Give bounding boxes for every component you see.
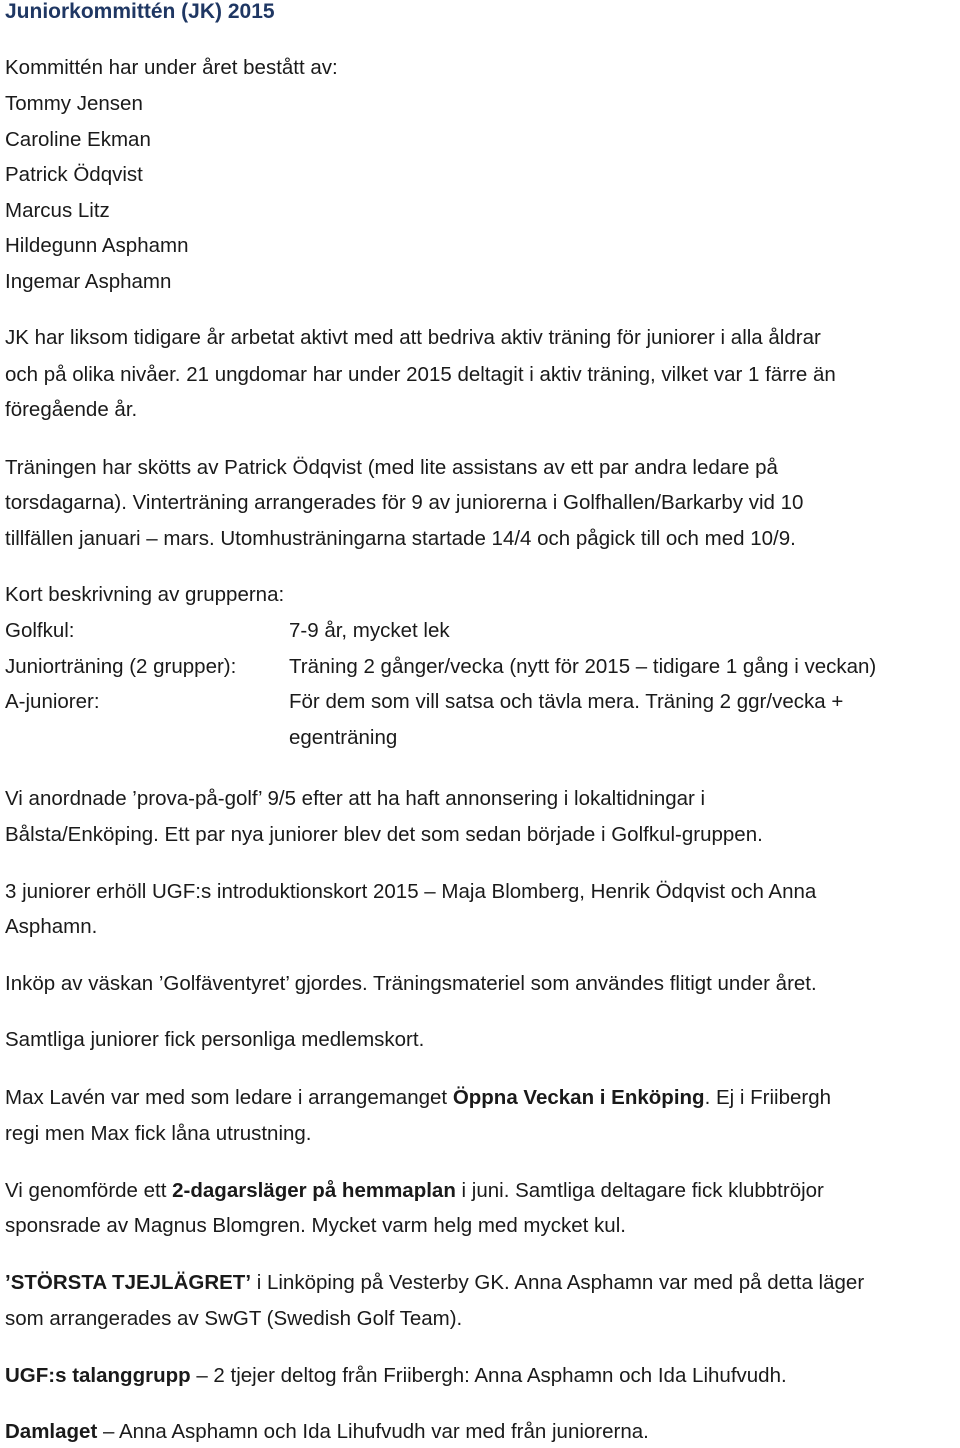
text-run: Max Lavén var med som ledare i arrangemanget xyxy=(5,1086,453,1109)
bold-run: Öppna Veckan i Enköping xyxy=(452,1086,705,1109)
paragraph-line: Samtliga juniorer fick personliga medlemskort. xyxy=(5,1028,425,1051)
groups-intro: Kort beskrivning av grupperna: xyxy=(5,583,285,606)
paragraph-line xyxy=(5,1269,864,1297)
committee-member: Caroline Ekman xyxy=(5,128,151,151)
committee-intro: Kommittén har under året bestått av: xyxy=(5,56,338,79)
paragraph-line: och på olika nivåer. 21 ungdomar har under 2015 deltagit i aktiv träning, vilket var 1 färre än xyxy=(5,363,836,386)
paragraph-line: Inköp av väskan ’Golfäventyret’ gjordes. Träningsmateriel som användes flitigt under året. xyxy=(5,972,817,995)
bold-run: UGF:s talanggrupp xyxy=(5,1364,191,1387)
text-run: Vi genomförde ett xyxy=(5,1179,173,1202)
text-run: – 2 tjejer deltog från Friibergh: Anna Asphamn och Ida Lihufvudh. xyxy=(190,1364,787,1387)
paragraph-line: som arrangerades av SwGT (Swedish Golf Team). xyxy=(5,1307,463,1330)
committee-member: Marcus Litz xyxy=(5,199,110,222)
paragraph-line: tillfällen januari – mars. Utomhusträningarna startade 14/4 och pågick till och med 10/9. xyxy=(5,527,796,550)
bold-run: ’STÖRSTA TJEJLÄGRET’ xyxy=(5,1271,252,1294)
paragraph-line xyxy=(5,1177,824,1205)
group-label-a-junior: A-juniorer: xyxy=(5,690,100,713)
group-label-junior: Juniorträning (2 grupper): xyxy=(5,655,237,678)
paragraph-line: Vi anordnade ’prova-på-golf’ 9/5 efter att ha haft annonsering i lokaltidningar i xyxy=(5,787,706,810)
group-desc-golfkul: 7-9 år, mycket lek xyxy=(289,619,450,642)
group-label-golfkul: Golfkul: xyxy=(5,619,75,642)
text-run: – Anna Asphamn och Ida Lihufvudh var med från juniorerna. xyxy=(97,1420,649,1443)
committee-member: Ingemar Asphamn xyxy=(5,270,172,293)
committee-member: Patrick Ödqvist xyxy=(5,163,143,186)
committee-member: Hildegunn Asphamn xyxy=(5,234,189,257)
text-run: i juni. Samtliga deltagare fick klubbtröjor xyxy=(455,1179,824,1202)
paragraph-line xyxy=(5,1362,787,1390)
paragraph-line xyxy=(5,1084,831,1112)
group-desc-a-junior: För dem som vill satsa och tävla mera. Träning 2 ggr/vecka + xyxy=(289,690,844,713)
paragraph-line xyxy=(5,1418,649,1446)
paragraph-line: Träningen har skötts av Patrick Ödqvist (med lite assistans av ett par andra ledare på xyxy=(5,456,778,479)
text-run: . Ej i Friibergh xyxy=(704,1086,832,1109)
committee-member: Tommy Jensen xyxy=(5,92,143,115)
paragraph-line: sponsrade av Magnus Blomgren. Mycket varm helg med mycket kul. xyxy=(5,1214,626,1237)
paragraph-line: föregående år. xyxy=(5,398,138,421)
group-desc-a-junior-cont: egenträning xyxy=(289,726,398,749)
bold-run: 2-dagarsläger på hemmaplan xyxy=(172,1179,456,1202)
paragraph-line: torsdagarna). Vinterträning arrangerades för 9 av juniorerna i Golfhallen/Barkarby vid 10 xyxy=(5,491,804,514)
group-desc-junior: Träning 2 gånger/vecka (nytt för 2015 – tidigare 1 gång i veckan) xyxy=(289,655,877,678)
paragraph-line: regi men Max fick låna utrustning. xyxy=(5,1122,312,1145)
paragraph-line: Bålsta/Enköping. Ett par nya juniorer blev det som sedan började i Golfkul-gruppen. xyxy=(5,823,763,846)
paragraph-line: Asphamn. xyxy=(5,915,98,938)
paragraph-line: JK har liksom tidigare år arbetat aktivt med att bedriva aktiv träning för juniorer i alla åldrar xyxy=(5,326,821,349)
text-run: i Linköping på Vesterby GK. Anna Asphamn var med på detta läger xyxy=(251,1271,865,1294)
bold-run: Damlaget xyxy=(5,1420,98,1443)
document-title: Juniorkommittén (JK) 2015 xyxy=(5,0,275,23)
paragraph-line: 3 juniorer erhöll UGF:s introduktionskort 2015 – Maja Blomberg, Henrik Ödqvist och Anna xyxy=(5,880,817,903)
